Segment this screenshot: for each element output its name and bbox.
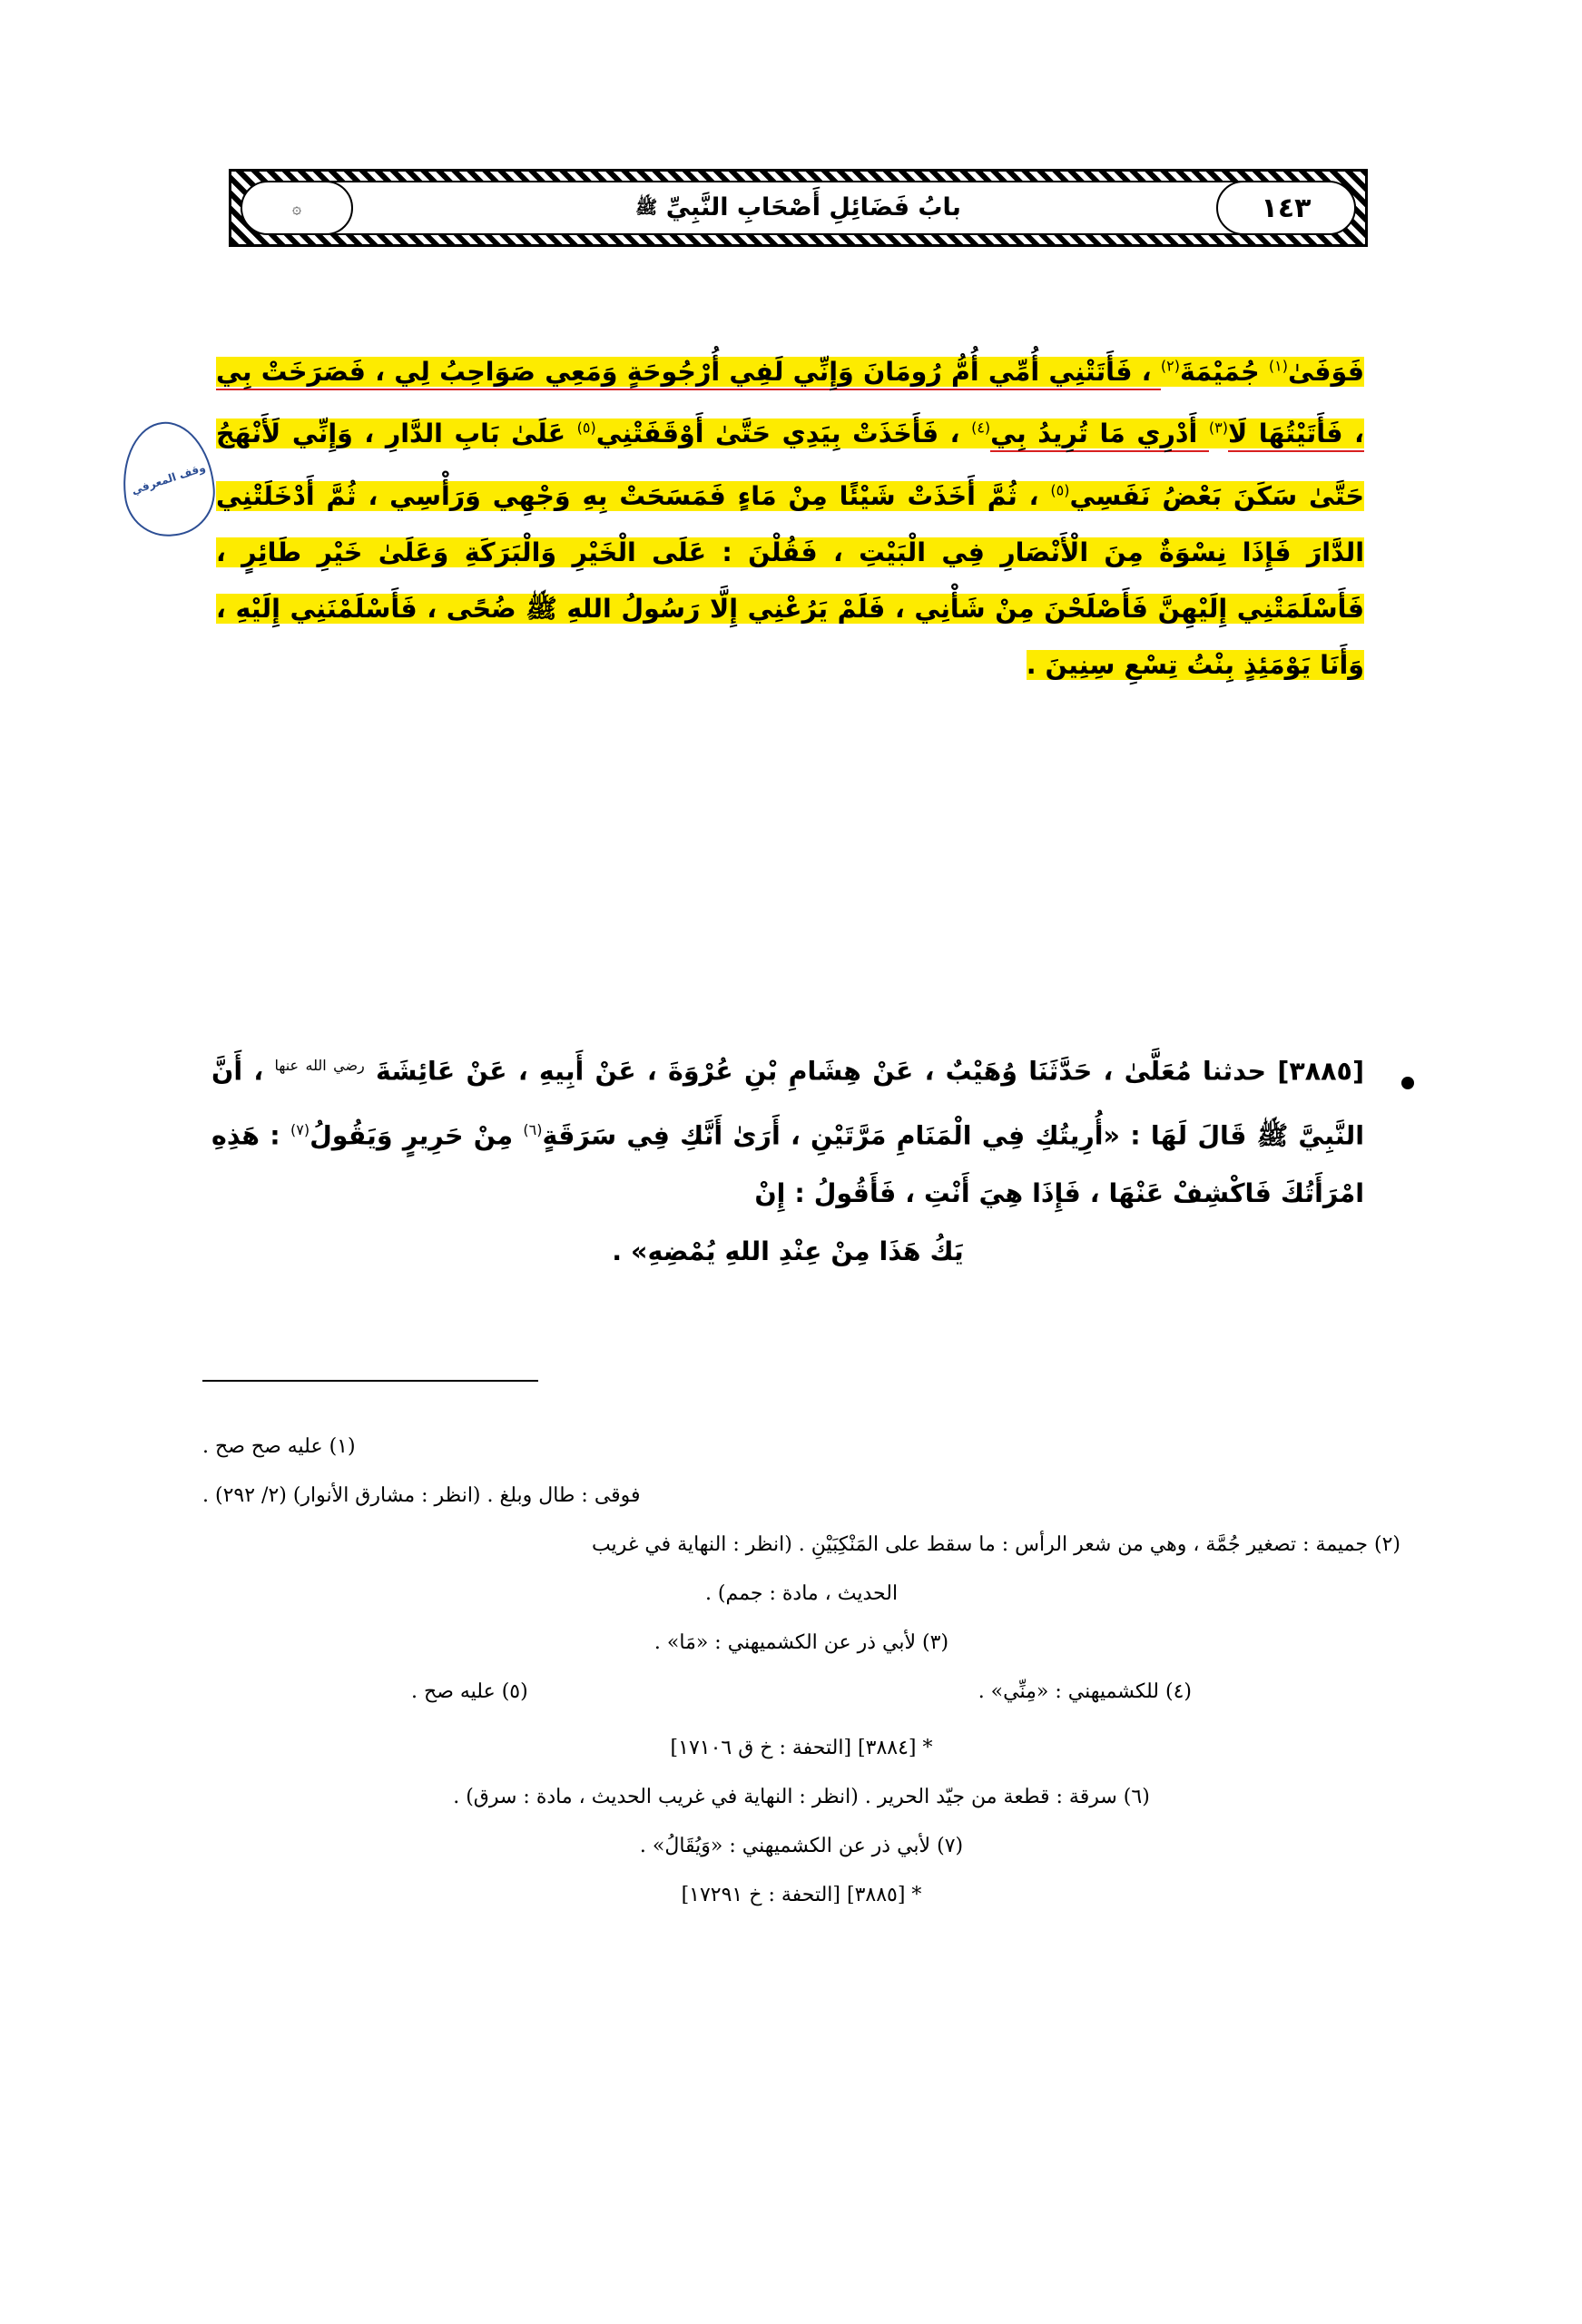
hadith-matn-2: مِنْ حَرِيرٍ وَيَقُولُ xyxy=(310,1120,514,1150)
footnote-ref-1: (١) xyxy=(1268,357,1288,374)
hadith-matn-3: : هَذِهِ امْرَأَتُكَ فَاكْشِفْ عَنْهَا ، فَإِذَا هِيَ أَنْتِ ، فَأَقُولُ : إِنْ xyxy=(211,1120,1364,1208)
page-number: ١٤٣ xyxy=(1261,192,1312,224)
hadith-3885-block xyxy=(211,1037,1364,1281)
hadith-number: [٣٨٨٥] xyxy=(1277,1056,1364,1087)
footnotes-section xyxy=(202,1425,1400,1923)
footnote-ref-6: (٦) xyxy=(523,1120,543,1138)
hadith-isnad: حدثنا مُعَلَّىٰ ، حَدَّثَنَا وُهَيْبٌ ، عَنْ هِشَامِ بْنِ عُرْوَةَ ، عَنْ أَبِيهِ ، عَنْ عَائِشَةَ xyxy=(376,1056,1267,1087)
seal-icon: ۞ xyxy=(292,199,301,218)
page-number-frame xyxy=(1216,181,1356,235)
footnote-ref-2: (٢) xyxy=(1160,357,1180,374)
page-header-band xyxy=(229,169,1368,247)
footnote-2b: الحديث ، مادة : جمم) . xyxy=(704,1582,899,1605)
seg-text-4: أَدْرِي مَا تُرِيدُ بِي xyxy=(990,419,1209,452)
hadith-matn-last: يَكُ هَذَا مِنْ عِنْدِ اللهِ يُمْضِهِ» . xyxy=(612,1236,964,1266)
waqf-stamp-ornament xyxy=(110,418,221,555)
footnote-separator xyxy=(202,1380,538,1382)
footnote-4: (٤) للكشميهني : «مِنِّي» . xyxy=(978,1680,1192,1703)
seg-text-7: ، ثُمَّ أَخَذَتْ شَيْئًا مِنْ مَاءٍ فَمَسَحَتْ بِهِ وَجْهِي وَرَأْسِي ، ثُمَّ أَدْخَلَتْنِي الدَّارَ فَإِذَا نِسْوَةٌ مِنَ الْأَنْصَارِ فِي الْبَيْتِ ، فَقُلْنَ : عَلَى الْخَيْرِ وَالْبَرَكَةِ وَعَلَىٰ خَيْرِ طَائِرٍ ، فَأَسْلَمَتْنِي إِلَيْهِنَّ فَأَصْلَحْنَ مِنْ شَأْنِي ، فَلَمْ يَرُعْنِي إِلَّا رَسُولُ اللهِ ﷺ ضُحًى ، فَأَسْلَمْنَنِي إِلَيْهِ ، وَأَنَا يَوْمَئِذٍ بِنْتُ تِسْعِ سِنِينَ . xyxy=(216,480,1364,680)
drop-shape-icon xyxy=(117,418,220,541)
tuhfa-3885: * [٣٨٨٥] [التحفة : خ ١٧٢٩١] xyxy=(681,1884,922,1906)
footnote-4-5-row xyxy=(202,1670,1400,1714)
footnote-7: (٧) لأبي ذر عن الكشميهني : «وَيُقَالُ» . xyxy=(639,1835,964,1857)
footnote-ref-5b: (٥) xyxy=(1050,481,1070,498)
seg-text-1: فَوَفَىٰ xyxy=(1287,356,1365,387)
seg-text-2: جُمَيْمَةَ xyxy=(1179,356,1269,387)
footnote-6: (٦) سرقة : قطعة من جيّد الحرير . (انظر : النهاية في غريب الحديث ، مادة : سرق) . xyxy=(453,1786,1150,1808)
seg-text-6: عَلَىٰ بَابِ الدَّارِ ، وَإِنِّي لَأَنْهَجُ حَتَّىٰ سَكَنَ بَعْضُ نَفَسِي xyxy=(216,419,1364,511)
tuhfa-3884: * [٣٨٨٤] [التحفة : خ ق ١٧١٠٦] xyxy=(670,1737,933,1759)
hadith-matn-lead: ، أَنَّ النَّبِيَّ xyxy=(211,1056,1364,1150)
page-header-title xyxy=(635,193,961,222)
bullet-marker-icon xyxy=(1401,1077,1414,1089)
highlighted-paragraph xyxy=(216,338,1364,694)
header-title-frame xyxy=(241,181,1356,235)
salla-glyph-2: ﷺ xyxy=(1256,1120,1289,1150)
hadith-matn-1: قَالَ لَهَا : «أُرِيتُكِ فِي الْمَنَامِ مَرَّتَيْنِ ، أَرَىٰ أَنَّكِ فِي سَرَقَةٍ xyxy=(542,1120,1247,1150)
footnote-1: (١) عليه صح صح . xyxy=(202,1435,356,1458)
radiya-glyph: رضي الله عنها xyxy=(274,1057,365,1074)
waqf-stamp-text: وقف المعرفي xyxy=(129,460,207,497)
footnote-ref-7: (٧) xyxy=(290,1120,310,1138)
seg-text-3: ، فَأَتَتْنِي أُمِّي أُمُّ رُومَانَ وَإِنِّي لَفِي أُرْجُوحَةٍ وَمَعِي صَوَاحِبُ لِي ، فَصَرَخَتْ بِي ، فَأَتَيْتُهَا لَا xyxy=(216,357,1364,453)
footnote-ref-5: (٥) xyxy=(576,419,596,437)
header-title-text: بابُ فَضَائِلِ أَصْحَابِ النَّبِيِّ xyxy=(665,193,961,222)
seg-text-5: ، فَأَخَذَتْ بِيَدِي حَتَّىٰ أَوْقَفَتْنِي xyxy=(595,419,972,448)
footnote-2: (٢) جميمة : تصغير جُمَّة ، وهي من شعر الرأس : ما سقط على المَنْكِبَيْنِ . (انظر : النهاية في غريب xyxy=(591,1533,1400,1556)
footnote-ref-4: (٤) xyxy=(971,419,991,437)
hl-seg-1 xyxy=(216,357,1364,680)
salla-glyph: ﷺ xyxy=(635,196,658,218)
footnote-5: (٥) عليه صح . xyxy=(411,1680,528,1703)
footnote-1b: فوقى : طال وبلغ . (انظر : مشارق الأنوار) (٢/ ٢٩٢) . xyxy=(202,1484,641,1507)
header-seal-frame xyxy=(241,181,353,235)
footnote-3: (٣) لأبي ذر عن الكشميهني : «مَا» . xyxy=(653,1631,949,1654)
footnote-ref-3: (٣) xyxy=(1208,419,1228,437)
